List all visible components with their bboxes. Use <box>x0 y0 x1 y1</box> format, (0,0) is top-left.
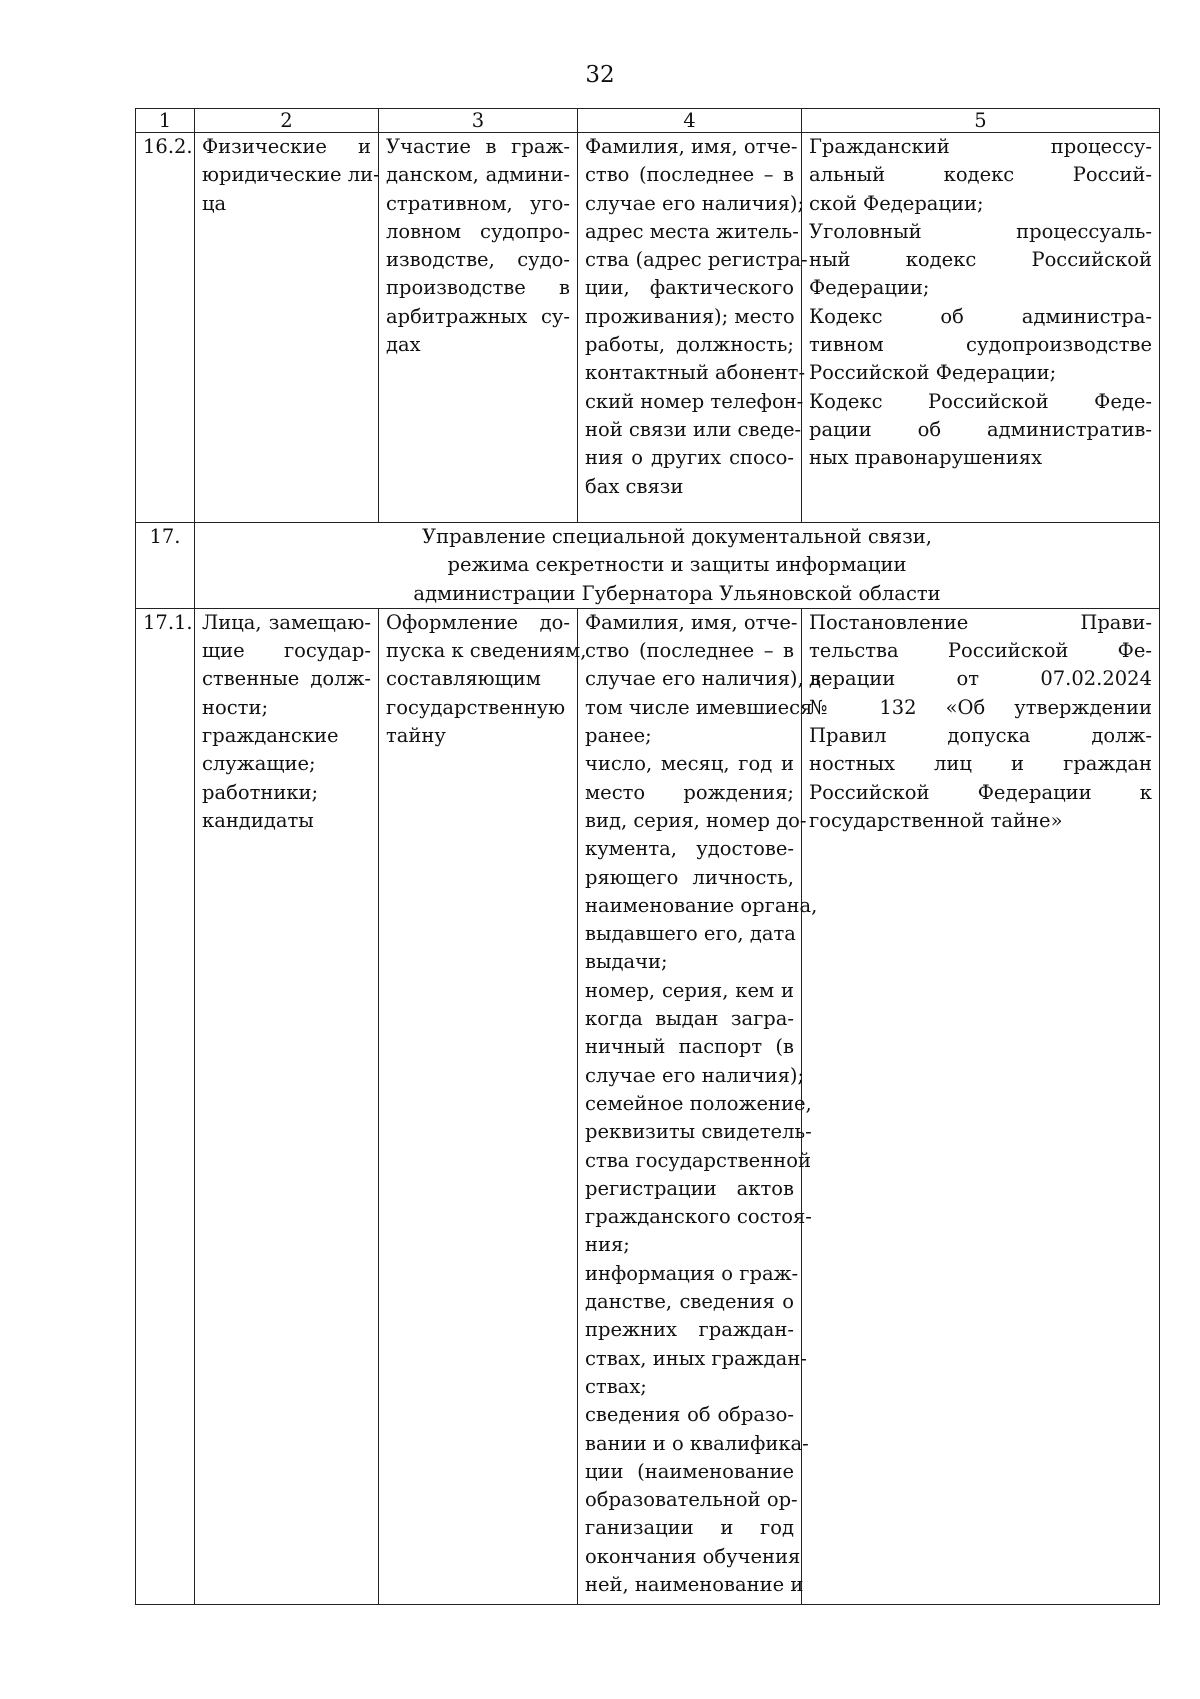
column-header-1: 1 <box>136 109 195 133</box>
page-number: 32 <box>585 62 615 88</box>
text-line: ствах; <box>585 1374 647 1398</box>
row-number: 17.1. <box>136 608 195 1604</box>
text-line: регистрации актов <box>585 1176 794 1200</box>
text-line: проживания); место <box>585 304 795 328</box>
table-row <box>136 133 1160 523</box>
text-line: случае его наличия); <box>585 1063 805 1087</box>
text-line: место рождения; <box>585 780 794 804</box>
text-line: число, месяц, год и <box>585 752 794 776</box>
text-line: номер, серия, кем и <box>585 978 794 1002</box>
legal-basis-cell <box>802 608 1160 1604</box>
text-line: данском, админи- <box>386 163 570 187</box>
text-line: администрации Губернатора Ульяновской области <box>413 581 941 605</box>
table-header-row <box>136 109 1160 133</box>
column-header-5: 5 <box>802 109 1160 133</box>
row-number: 17. <box>136 523 195 609</box>
text-line: Фамилия, имя, отче- <box>585 135 798 158</box>
text-line: ных правонарушениях <box>809 446 1043 470</box>
text-line: ной связи или сведе- <box>585 417 802 441</box>
text-line: Кодекс Российской Феде- <box>809 389 1152 413</box>
text-line: ственные долж- <box>202 667 371 691</box>
column-header-4: 4 <box>578 109 802 133</box>
text-line: юридические ли- <box>202 163 380 187</box>
text-line: семейное положение, <box>585 1091 812 1115</box>
text-line: пуска к сведениям, <box>386 639 587 663</box>
text-line: Российской Федерации к <box>809 780 1152 804</box>
column-header-3: 3 <box>379 109 578 133</box>
text-line: ряющего личность, <box>585 865 794 889</box>
text-line: ции, фактического <box>585 276 794 300</box>
text-line: альный кодекс Россий- <box>809 163 1152 187</box>
text-line: рации об административ- <box>809 417 1152 441</box>
subjects-cell <box>195 133 379 523</box>
text-line: дерации от 07.02.2024 <box>809 667 1152 691</box>
text-line: прежних граждан- <box>585 1318 794 1342</box>
row-number: 16.2. <box>136 133 195 523</box>
section-row <box>136 523 1160 609</box>
text-line: стративном, уго- <box>386 191 570 215</box>
text-line: Федерации; <box>809 276 930 300</box>
text-line: Правил допуска долж- <box>809 724 1152 748</box>
text-line: производстве в <box>386 276 570 300</box>
text-line: наименование органа, <box>585 893 818 917</box>
text-line: ности; <box>202 695 269 719</box>
data-list-cell <box>578 608 821 1604</box>
text-line: Кодекс об администра- <box>809 304 1152 328</box>
text-line: ства (адрес регистра- <box>585 248 808 272</box>
text-line: бах связи <box>585 474 684 498</box>
text-line: ный кодекс Российской <box>809 248 1152 272</box>
text-line: работы, должность; <box>585 333 794 357</box>
text-line: ния о других спосо- <box>585 446 794 470</box>
text-line: ство (последнее – в <box>585 163 794 187</box>
text-line: случае его наличия); <box>585 191 805 215</box>
text-line: данстве, сведения о <box>585 1290 794 1314</box>
text-line: гражданские <box>202 724 339 748</box>
subjects-cell <box>195 608 379 1604</box>
text-line: контактный абонент- <box>585 361 806 385</box>
legal-basis-cell <box>802 133 1160 523</box>
text-line: ничный паспорт (в <box>585 1035 794 1059</box>
text-line: Гражданский процессу- <box>809 135 1152 158</box>
text-line: Российской Федерации; <box>809 361 1057 385</box>
text-line: государственную <box>386 695 566 719</box>
text-line: составляющим <box>386 667 541 691</box>
text-line: образовательной ор- <box>585 1488 798 1512</box>
text-line: вид, серия, номер до- <box>585 808 807 832</box>
text-line: кумента, удостове- <box>585 837 794 861</box>
text-line: ганизации и год <box>585 1516 794 1540</box>
section-title <box>195 523 1160 609</box>
text-line: № 132 «Об утверждении <box>809 695 1152 719</box>
text-line: ства государственной <box>585 1148 811 1172</box>
text-line: Физические и <box>202 135 371 158</box>
text-line: работники; <box>202 780 319 804</box>
text-line: государственной тайне» <box>809 808 1063 832</box>
purpose-cell <box>379 608 587 1604</box>
text-line: выдачи; <box>585 950 668 974</box>
data-list-cell <box>578 133 808 523</box>
text-line: реквизиты свидетель- <box>585 1120 812 1144</box>
text-line: служащие; <box>202 752 316 776</box>
text-line: случае его наличия), в <box>585 667 821 691</box>
text-line: ствах, иных граждан- <box>585 1346 807 1370</box>
text-line: арбитражных су- <box>386 304 570 328</box>
text-line: информация о граж- <box>585 1261 799 1285</box>
data-table <box>135 108 1160 1605</box>
text-line: щие государ- <box>202 639 371 663</box>
text-line: режима секретности и защиты информации <box>447 553 907 577</box>
text-line: тивном судопроизводстве <box>809 333 1152 357</box>
text-line: когда выдан загра- <box>585 1007 794 1031</box>
text-line: Лица, замещаю- <box>202 610 371 634</box>
text-line: Оформление до- <box>386 610 570 634</box>
text-line: ца <box>202 191 227 215</box>
text-line: ней, наименование и <box>585 1572 804 1596</box>
text-line: адрес места житель- <box>585 219 799 243</box>
text-line: тайну <box>386 724 446 748</box>
text-line: ский номер телефон- <box>585 389 804 413</box>
text-line: ской Федерации; <box>809 191 984 215</box>
text-line: изводстве, судо- <box>386 248 570 272</box>
text-line: окончания обучения <box>585 1544 801 1568</box>
table-row <box>136 608 1160 1604</box>
text-line: кандидаты <box>202 808 314 832</box>
text-line: ловном судопро- <box>386 219 570 243</box>
text-line: Фамилия, имя, отче- <box>585 610 798 634</box>
text-line: том числе имевшиеся <box>585 695 813 719</box>
text-line: Управление специальной документальной связи, <box>422 525 932 548</box>
text-line: ции (наименование <box>585 1459 794 1483</box>
text-line: ранее; <box>585 724 652 748</box>
text-line: гражданского состоя- <box>585 1205 812 1229</box>
text-line: дах <box>386 333 421 357</box>
text-line: тельства Российской Фе- <box>809 639 1152 663</box>
text-line: Уголовный процессуаль- <box>809 219 1152 243</box>
text-line: выдавшего его, дата <box>585 922 796 946</box>
text-line: сведения об образо- <box>585 1403 794 1427</box>
text-line: ство (последнее – в <box>585 639 794 663</box>
text-line: ния; <box>585 1233 630 1257</box>
purpose-cell <box>379 133 578 523</box>
text-line: Участие в граж- <box>386 135 570 158</box>
column-header-2: 2 <box>195 109 379 133</box>
text-line: вании и о квалифика- <box>585 1431 809 1455</box>
text-line: ностных лиц и граждан <box>809 752 1152 776</box>
text-line: Постановление Прави- <box>809 610 1152 634</box>
